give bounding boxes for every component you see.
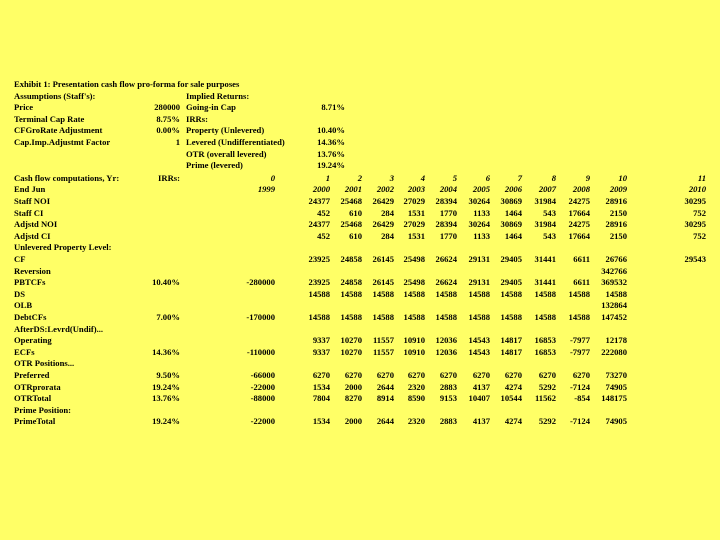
row-value: 1770 [439,230,457,241]
implied-return-label: Going-in Cap [186,102,236,113]
row-value: 11562 [534,393,556,404]
row-value: 1464 [504,207,522,218]
row-value: 31984 [534,196,556,206]
row-value: 14588 [308,288,330,299]
row-value: 17664 [568,207,590,218]
row-value: 24858 [340,277,362,288]
row-value: 14588 [403,312,425,322]
row-value: 132864 [601,300,627,311]
implied-return-value: 10.40% [317,125,345,136]
row-value: 6270 [472,370,490,380]
year-header: 3 [389,172,394,183]
row-value: 8590 [407,393,425,404]
row-value: 14543 [468,346,490,357]
row-label: Reversion [14,265,51,276]
row-value: 26624 [435,254,457,264]
year-header: 2 [357,172,362,183]
row-value: 26429 [372,196,394,206]
row-value: 14588 [568,288,590,299]
implied-return-label: OTR (overall levered) [186,148,267,159]
end-year: 2005 [472,184,490,195]
row-value: 6270 [312,370,330,380]
row-value: 24377 [308,196,330,206]
row-value: 2883 [439,381,457,392]
row-value: 14588 [435,312,457,322]
row-label: ECFs [14,346,35,357]
row-value: 28394 [435,196,457,206]
end-year: 2006 [504,184,522,195]
row-value: 369532 [601,277,627,288]
row-value: -7124 [569,381,590,392]
end-year: 2001 [344,184,362,195]
year-header: 4 [420,172,425,183]
row-value: 25468 [340,219,362,230]
row-value: 1531 [407,230,425,241]
end-year: 2010 [688,184,706,195]
row-value: 14588 [372,312,394,322]
row-value: 4137 [472,381,490,392]
row-label: Operating [14,335,52,346]
row-value: 6270 [504,370,522,380]
implied-return-value: 13.76% [317,148,345,159]
year-header: 7 [517,172,522,183]
assumption-value: 8.75% [156,113,180,124]
row-value: 6611 [573,254,590,264]
row-value: 11557 [372,346,394,357]
row-value: 25468 [340,196,362,206]
row-value: -88000 [250,393,275,404]
implied-return-label: Property (Unlevered) [186,125,265,136]
row-value: 14588 [605,288,627,299]
assumption-label: Cap.Imp.Adjustmt Factor [14,137,111,147]
row-value: 6611 [573,277,590,288]
row-label: DS [14,288,25,299]
row-label: Staff NOI [14,196,51,206]
cashflow-header: Cash flow computations, Yr: [14,172,120,183]
year-header: 10 [618,172,627,183]
row-value: 17664 [568,230,590,241]
row-value: 14588 [534,288,556,299]
row-label: AfterDS:Levrd(Undif)... [14,323,104,334]
row-value: 1534 [312,381,330,392]
row-value: -7124 [569,416,590,427]
row-value: 30869 [500,219,522,230]
row-value: 752 [693,207,706,218]
row-value: 30295 [684,196,706,206]
row-value: 2320 [407,381,425,392]
row-irr: 9.50% [156,370,180,380]
row-value: 2320 [407,416,425,427]
row-value: 14588 [308,312,330,322]
row-value: 27029 [403,196,425,206]
year-header: 9 [585,172,590,183]
row-value: 24275 [568,219,590,230]
row-value: 74905 [605,416,627,427]
end-year: 1999 [257,184,275,195]
row-value: 30264 [468,196,490,206]
row-label: OTRTotal [14,393,52,404]
row-value: 14588 [468,288,490,299]
row-value: 30264 [468,219,490,230]
implied-return-label: Prime (levered) [186,160,243,171]
row-value: 1133 [473,207,490,218]
row-value: -7977 [569,335,590,346]
end-year: 2007 [538,184,556,195]
row-value: 26145 [372,277,394,288]
row-value: 8914 [376,393,394,404]
row-value: 14588 [340,288,362,299]
row-value: -280000 [246,277,275,288]
row-value: 1770 [439,207,457,218]
year-header: 11 [697,172,706,183]
implied-return-label: Levered (Undifferentiated) [186,137,285,147]
end-year: 2002 [376,184,394,195]
row-value: 16853 [534,335,556,346]
row-value: 29405 [500,254,522,264]
assumption-label: Terminal Cap Rate [14,113,85,124]
year-header: 1 [325,172,330,183]
row-value: 28916 [605,196,627,206]
row-value: 14588 [500,312,522,322]
row-value: 29131 [468,254,490,264]
row-value: 10270 [340,335,362,346]
row-value: 14588 [500,288,522,299]
row-value: 284 [381,230,394,241]
row-value: 16853 [534,346,556,357]
row-value: 2000 [344,416,362,427]
row-value: 8270 [344,393,362,404]
row-value: 2000 [344,381,362,392]
row-value: 29405 [500,277,522,288]
row-value: 31441 [534,254,556,264]
row-label: Prime Position: [14,404,72,415]
row-value: -170000 [246,312,275,322]
row-value: -66000 [250,370,275,380]
row-value: 26429 [372,219,394,230]
row-value: 6270 [572,370,590,380]
row-value: 14588 [372,288,394,299]
row-label: Unlevered Property Level: [14,242,112,253]
row-value: 7804 [312,393,330,404]
row-value: 752 [693,230,706,241]
row-label: Adjstd CI [14,230,51,241]
row-value: 543 [543,207,556,218]
row-value: 30295 [684,219,706,230]
row-value: 30869 [500,196,522,206]
row-value: 5292 [538,381,556,392]
assumption-label: CFGroRate Adjustment [14,125,103,136]
row-value: 4274 [504,381,522,392]
row-value: 73270 [605,370,627,380]
row-irr: 7.00% [156,312,180,322]
row-value: 1133 [473,230,490,241]
assumption-value: 0.00% [156,125,180,136]
end-year: 2000 [312,184,330,195]
assumption-value: 1 [175,137,180,147]
row-value: 9153 [439,393,457,404]
row-value: 31441 [534,277,556,288]
row-value: 1531 [407,207,425,218]
row-value: 2883 [439,416,457,427]
row-value: 14588 [403,288,425,299]
implied-returns-header: Implied Returns: [186,90,250,101]
row-value: 147452 [601,312,627,322]
assumptions-header: Assumptions (Staff's): [14,90,96,101]
row-value: 2644 [376,416,394,427]
row-value: -110000 [246,346,275,357]
row-value: 9337 [312,346,330,357]
row-value: 342766 [601,265,627,276]
row-value: 610 [349,230,362,241]
year-header: 5 [452,172,457,183]
row-label: CF [14,254,26,264]
row-value: 23925 [308,254,330,264]
row-value: 14817 [500,335,522,346]
year-header: 8 [551,172,556,183]
row-value: 1464 [504,230,522,241]
row-value: 26766 [605,254,627,264]
end-year: 2003 [407,184,425,195]
row-irr: 19.24% [152,381,180,392]
end-year: 2004 [439,184,457,195]
row-value: 28394 [435,219,457,230]
row-value: 10407 [468,393,490,404]
row-value: 14588 [568,312,590,322]
row-irr: 14.36% [152,346,180,357]
row-value: -22000 [250,416,275,427]
row-value: -7977 [569,346,590,357]
row-value: 9337 [312,335,330,346]
implied-return-label: IRRs: [186,113,208,124]
row-value: 12036 [435,346,457,357]
row-value: 24275 [568,196,590,206]
row-value: 25498 [403,277,425,288]
row-value: 10544 [500,393,522,404]
row-value: 452 [317,230,330,241]
row-value: 10910 [403,335,425,346]
row-value: 14543 [468,335,490,346]
end-year: 2009 [609,184,627,195]
row-value: 2150 [609,230,627,241]
row-value: -22000 [250,381,275,392]
row-value: 25498 [403,254,425,264]
row-label: PBTCFs [14,277,46,288]
row-label: Preferred [14,370,50,380]
row-value: 14588 [435,288,457,299]
row-label: Adjstd NOI [14,219,58,230]
row-value: 28916 [605,219,627,230]
row-irr: 10.40% [152,277,180,288]
implied-return-value: 14.36% [317,137,345,147]
end-year: 2008 [572,184,590,195]
row-label: OTR Positions... [14,358,75,369]
row-value: -854 [574,393,590,404]
row-value: 14817 [500,346,522,357]
row-label: DebtCFs [14,312,47,322]
row-value: 6270 [538,370,556,380]
assumption-value: 280000 [154,102,180,113]
row-value: 14588 [468,312,490,322]
row-value: 31984 [534,219,556,230]
row-value: 23925 [308,277,330,288]
row-value: 543 [543,230,556,241]
row-label: PrimeTotal [14,416,56,427]
row-value: 1534 [312,416,330,427]
row-label: OTRprorata [14,381,61,392]
row-value: 2150 [609,207,627,218]
row-value: 29131 [468,277,490,288]
row-value: 29543 [684,254,706,264]
year-header: 6 [485,172,490,183]
row-value: 2644 [376,381,394,392]
row-value: 26624 [435,277,457,288]
row-label: Staff CI [14,207,44,218]
row-value: 27029 [403,219,425,230]
row-value: 6270 [344,370,362,380]
row-value: 11557 [372,335,394,346]
row-irr: 13.76% [152,393,180,404]
row-value: 74905 [605,381,627,392]
year-header: 0 [270,172,275,183]
row-value: 14588 [534,312,556,322]
row-value: 222080 [601,346,627,357]
irr-header: IRRs: [158,172,180,183]
row-value: 10910 [403,346,425,357]
row-value: 452 [317,207,330,218]
row-value: 6270 [376,370,394,380]
row-value: 148175 [601,393,627,404]
row-value: 12036 [435,335,457,346]
row-value: 6270 [439,370,457,380]
row-value: 24858 [340,254,362,264]
row-value: 284 [381,207,394,218]
row-irr: 19.24% [152,416,180,427]
row-value: 26145 [372,254,394,264]
row-value: 5292 [538,416,556,427]
exhibit-title: Exhibit 1: Presentation cash flow pro-forma for sale purposes [14,79,240,89]
row-value: 4274 [504,416,522,427]
row-value: 14588 [340,312,362,322]
row-value: 6270 [407,370,425,380]
row-value: 4137 [472,416,490,427]
row-value: 10270 [340,346,362,357]
implied-return-value: 8.71% [321,102,345,113]
assumption-label: Price [14,102,34,113]
row-value: 12178 [605,335,627,346]
row-label: OLB [14,300,33,311]
row-value: 24377 [308,219,330,230]
row-value: 610 [349,207,362,218]
end-label: End Jun [14,184,46,195]
implied-return-value: 19.24% [317,160,345,171]
